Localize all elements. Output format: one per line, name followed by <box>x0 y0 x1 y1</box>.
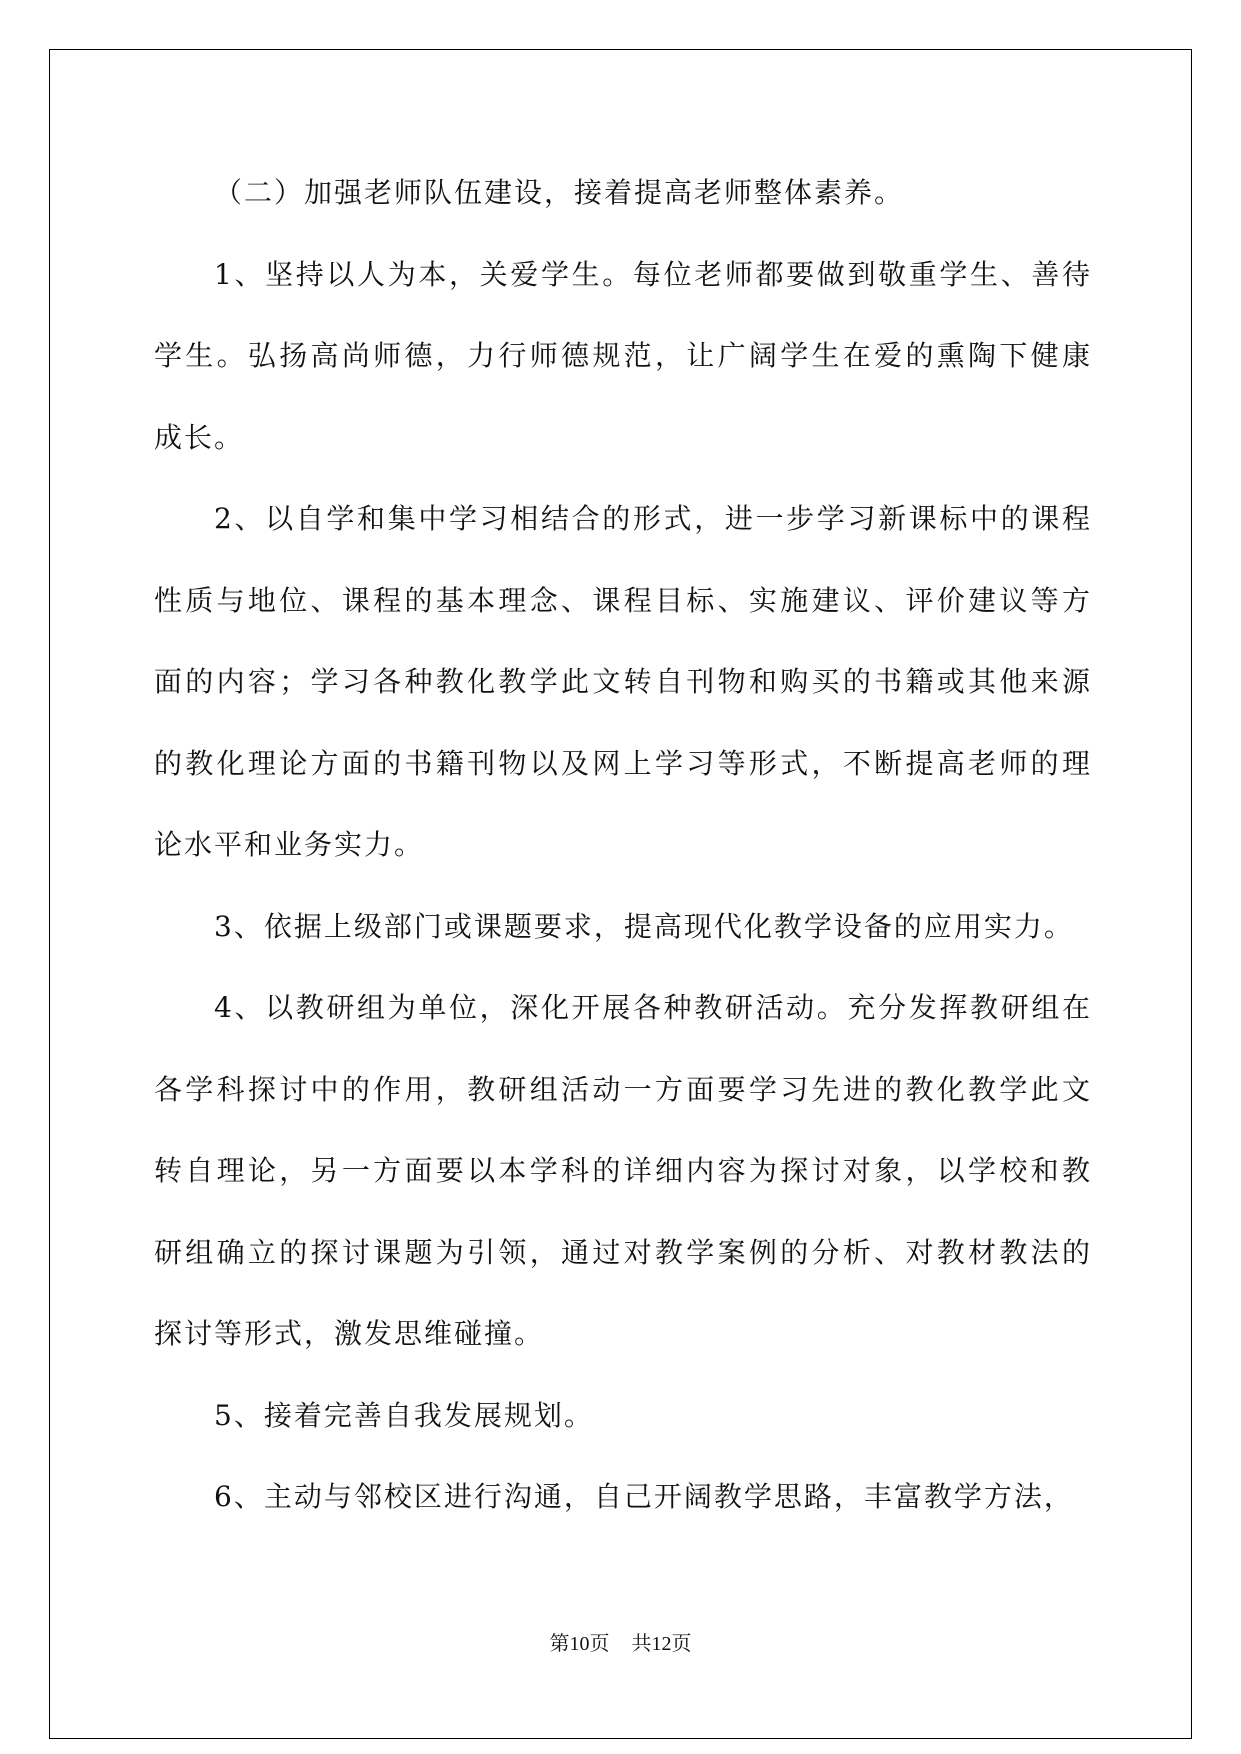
paragraph-line: 5、接着完善自我发展规划。 <box>214 1398 594 1432</box>
paragraph-item-3 <box>154 886 1092 968</box>
page-number: 第10页 <box>549 1633 610 1655</box>
paragraph-item-2 <box>154 478 1092 886</box>
paragraph-line: 性质与地位、课程的基本理念、课程目标、实施建议、评价建议等方 <box>154 583 1092 617</box>
paragraph-line: 3、依据上级部门或课题要求，提高现代化教学设备的应用实力。 <box>214 909 1074 943</box>
page-count: 共12页 <box>631 1633 692 1655</box>
paragraph-line: 的教化理论方面的书籍刊物以及网上学习等形式，不断提高老师的理 <box>154 746 1092 780</box>
page-footer <box>0 1631 1241 1657</box>
paragraph-line: 1、坚持以人为本，关爱学生。每位老师都要做到敬重学生、善待 <box>214 257 1092 291</box>
paragraph-line: 研组确立的探讨课题为引领，通过对教学案例的分析、对教材教法的 <box>154 1235 1092 1269</box>
paragraph-line: 2、以自学和集中学习相结合的形式，进一步学习新课标中的课程 <box>214 502 1092 535</box>
paragraph-line: 面的内容；学习各种教化教学此文转自刊物和购买的书籍或其他来源 <box>154 665 1092 698</box>
paragraph-line: 各学科探讨中的作用，教研组活动一方面要学习先进的教化教学此文 <box>154 1072 1092 1106</box>
paragraph-line: 探讨等形式，激发思维碰撞。 <box>154 1317 545 1350</box>
paragraph-item-5 <box>154 1375 1092 1457</box>
paragraph-line: 6、主动与邻校区进行沟通，自己开阔教学思路，丰富教学方法， <box>214 1480 1074 1513</box>
paragraph-item-1 <box>154 234 1092 479</box>
paragraph-line: 学生。弘扬高尚师德，力行师德规范，让广阔学生在爱的熏陶下健康 <box>154 339 1092 372</box>
section-heading <box>154 152 1092 234</box>
paragraph-item-6 <box>154 1456 1092 1538</box>
paragraph-line: 论水平和业务实力。 <box>154 828 425 861</box>
paragraph-line: （二）加强老师队伍建设，接着提高老师整体素养。 <box>214 176 905 209</box>
paragraph-item-4 <box>154 967 1092 1375</box>
paragraph-line: 4、以教研组为单位，深化开展各种教研活动。充分发挥教研组在 <box>214 991 1092 1024</box>
paragraph-line: 成长。 <box>154 420 245 454</box>
paragraph-line: 转自理论，另一方面要以本学科的详细内容为探讨对象，以学校和教 <box>154 1154 1092 1187</box>
body-text <box>154 152 1092 1538</box>
